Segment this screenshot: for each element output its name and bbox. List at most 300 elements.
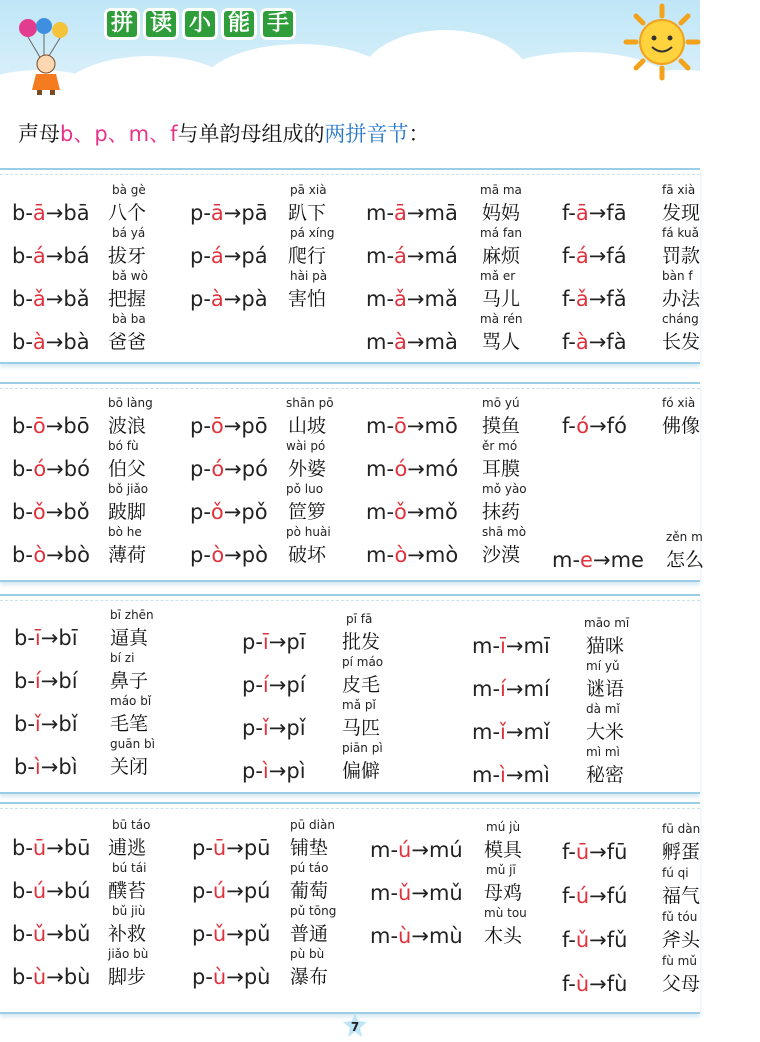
subtitle-colon: ： <box>408 122 430 146</box>
word-pinyin: pù bù <box>290 947 325 961</box>
syllable-sequence <box>552 548 644 572</box>
result-syllable: →fá <box>588 244 627 268</box>
word-pinyin: māo mī <box>584 616 630 630</box>
example-word: 批发 <box>342 631 381 653</box>
word-pinyin: mí yǔ <box>586 659 620 673</box>
example-word: 木头 <box>484 925 523 947</box>
word-pinyin: pī fā <box>346 612 373 626</box>
result-syllable: →mí <box>505 677 550 701</box>
word-pinyin: pú táo <box>290 861 329 875</box>
example-word: 斧头 <box>662 929 701 951</box>
word-pinyin: pā xià <box>290 183 327 197</box>
result-syllable: →pǔ <box>226 922 271 946</box>
word-pinyin: mǔ jī <box>486 863 516 877</box>
syllable-item <box>0 226 700 268</box>
tone-vowel: í <box>500 677 506 701</box>
example-word: 爬行 <box>288 245 327 267</box>
example-word: 偏僻 <box>342 760 381 782</box>
tone-vowel: ǔ <box>575 928 590 952</box>
syllable-item <box>0 822 700 864</box>
example-word: 山坡 <box>288 415 327 437</box>
tone-vowel: á <box>32 244 46 268</box>
initial: f- <box>562 840 576 864</box>
initial: p- <box>190 201 211 225</box>
example-word: 毛笔 <box>110 713 149 735</box>
syllable-sequence <box>472 634 550 658</box>
example-word: 沙漠 <box>482 544 521 566</box>
tone-vowel: ā <box>210 201 224 225</box>
example-word: 鼻子 <box>110 670 149 692</box>
example-word: 趴下 <box>288 202 327 224</box>
tone-vowel: á <box>210 244 224 268</box>
syllable-sequence <box>472 763 550 787</box>
syllable-sequence <box>472 677 550 701</box>
example-word: 脚步 <box>108 966 147 988</box>
result-syllable: →mó <box>407 457 459 481</box>
result-syllable: →mà <box>406 330 458 354</box>
initial: b- <box>12 879 33 903</box>
initial: b- <box>12 836 33 860</box>
result-syllable: →pǒ <box>223 500 268 524</box>
example-word: 醭苔 <box>108 880 147 902</box>
initial: b- <box>12 414 33 438</box>
tone-vowel: ǐ <box>34 712 41 736</box>
example-word: 皮毛 <box>342 674 381 696</box>
example-word: 普通 <box>290 923 329 945</box>
initial: m- <box>472 763 501 787</box>
word-pinyin: bō làng <box>108 396 153 410</box>
tone-vowel: ì <box>500 763 506 787</box>
word-pinyin: máo bǐ <box>110 694 152 708</box>
word-pinyin: bàn f <box>662 269 693 283</box>
result-syllable: →fó <box>589 414 627 438</box>
syllable-item <box>0 745 700 787</box>
initial: b- <box>14 626 35 650</box>
syllable-item <box>0 659 700 701</box>
example-word: 八个 <box>108 202 147 224</box>
title-char: 小 <box>182 8 218 40</box>
word-pinyin: hài pà <box>290 269 328 283</box>
initial: f- <box>562 884 576 908</box>
word-pinyin: mǎ er <box>480 269 516 283</box>
tone-vowel: à <box>394 330 407 354</box>
title-char: 拼 <box>104 8 140 40</box>
tone-vowel: ú <box>32 879 47 903</box>
initial: b- <box>12 965 33 989</box>
example-word: 骂人 <box>482 331 521 353</box>
example-word: 佛像 <box>662 415 701 437</box>
result-syllable: →fà <box>588 330 627 354</box>
syllable-sequence <box>562 287 627 311</box>
initial: b- <box>12 543 34 567</box>
word-pinyin: cháng <box>662 312 699 326</box>
word-pinyin: bà ba <box>112 312 146 326</box>
word-pinyin: bǔ jiù <box>112 904 146 918</box>
initial: p- <box>190 244 211 268</box>
example-word: 耳膜 <box>482 458 521 480</box>
word-pinyin: fú qi <box>662 866 689 880</box>
initial: f- <box>562 287 576 311</box>
result-syllable: →bò <box>46 543 90 567</box>
tone-vowel: á <box>394 244 407 268</box>
initial: p- <box>242 630 263 654</box>
result-syllable: →mǔ <box>411 881 463 905</box>
tone-vowel: e <box>580 548 593 572</box>
word-pinyin: fǔ tóu <box>662 910 698 924</box>
tone-vowel: ù <box>212 965 227 989</box>
tone-vowel: ǎ <box>32 287 46 311</box>
example-word: 模具 <box>484 839 523 861</box>
tone-vowel: ī <box>34 626 41 650</box>
example-word: 父母 <box>662 973 701 995</box>
initial: m- <box>370 924 399 948</box>
result-syllable: →mō <box>406 414 458 438</box>
result-syllable: →bǐ <box>40 712 78 736</box>
tone-vowel: í <box>34 669 41 693</box>
word-pinyin: zěn m <box>666 530 703 544</box>
syllable-sequence <box>562 884 627 908</box>
syllable-item <box>0 954 700 996</box>
tone-vowel: ō <box>394 414 407 438</box>
tone-vowel: ù <box>398 924 412 948</box>
word-pinyin: fā xià <box>662 183 696 197</box>
tone-vowel: ó <box>211 457 225 481</box>
syllable-sequence <box>562 840 627 864</box>
example-word: 麻烦 <box>482 245 521 267</box>
example-word: 孵蛋 <box>662 841 701 863</box>
example-word: 摸鱼 <box>482 415 521 437</box>
word-pinyin: fū dàn <box>662 822 701 836</box>
tone-vowel: ǎ <box>394 287 407 311</box>
word-pinyin: bī zhēn <box>110 608 154 622</box>
result-syllable: →bō <box>45 414 90 438</box>
syllable-item <box>0 269 700 311</box>
initial: f- <box>562 928 576 952</box>
result-syllable: →bǔ <box>46 922 91 946</box>
tone-vowel: ū <box>575 840 590 864</box>
result-syllable: →me <box>592 548 644 572</box>
tone-vowel: ó <box>33 457 47 481</box>
result-syllable: →mú <box>411 838 463 862</box>
word-pinyin: bà gè <box>112 183 146 197</box>
tone-vowel: ī <box>262 630 269 654</box>
initial: p- <box>190 457 212 481</box>
result-syllable: →bú <box>46 879 91 903</box>
tone-vowel: ǒ <box>210 500 224 524</box>
initial: f- <box>562 414 577 438</box>
result-syllable: →bó <box>46 457 90 481</box>
example-word: 秘密 <box>586 764 625 786</box>
syllable-sequence <box>472 720 550 744</box>
tone-vowel: ó <box>576 414 590 438</box>
example-word: 跛脚 <box>108 501 147 523</box>
word-pinyin: piān pì <box>342 741 383 755</box>
initial: m- <box>552 548 581 572</box>
result-syllable: →bá <box>45 244 90 268</box>
word-pinyin: jiǎo bù <box>108 947 149 961</box>
syllable-sequence <box>562 414 627 438</box>
initial: m- <box>472 677 501 701</box>
example-word: 抹药 <box>482 501 521 523</box>
tone-vowel: ā <box>32 201 46 225</box>
result-syllable: →mù <box>411 924 463 948</box>
title-char: 读 <box>143 8 179 40</box>
example-word: 谜语 <box>586 678 625 700</box>
initial: m- <box>472 720 501 744</box>
result-syllable: →bū <box>46 836 91 860</box>
syllable-item <box>0 866 700 908</box>
word-pinyin: bí zi <box>110 651 135 665</box>
example-word: 罚款 <box>662 245 701 267</box>
initial: p- <box>192 922 213 946</box>
tone-vowel: ō <box>210 414 224 438</box>
initial: m- <box>366 244 395 268</box>
word-pinyin: shān pō <box>286 396 334 410</box>
result-syllable: →fǔ <box>589 928 628 952</box>
result-syllable: →bà <box>45 330 90 354</box>
word-pinyin: mō yú <box>482 396 520 410</box>
initial: b- <box>14 755 35 779</box>
result-syllable: →bī <box>40 626 78 650</box>
initial: p- <box>242 759 263 783</box>
cloud <box>600 70 760 140</box>
word-pinyin: mì mì <box>586 745 620 759</box>
initial: f- <box>562 244 576 268</box>
girl-with-balloons-icon <box>20 18 74 96</box>
word-pinyin: pǔ tōng <box>290 904 337 918</box>
syllable-item <box>0 702 700 744</box>
title-char: 能 <box>221 8 257 40</box>
tone-vowel: ǒ <box>394 500 407 524</box>
word-pinyin: bū táo <box>112 818 151 832</box>
word-pinyin: dà mǐ <box>586 702 620 716</box>
example-word: 伯父 <box>108 458 147 480</box>
tone-vowel: í <box>262 673 269 697</box>
title-char: 手 <box>260 8 296 40</box>
result-syllable: →pì <box>268 759 306 783</box>
example-word: 逼真 <box>110 627 149 649</box>
example-word: 马匹 <box>342 717 381 739</box>
header-banner <box>0 0 700 100</box>
initial: b- <box>14 712 35 736</box>
example-word: 拔牙 <box>108 245 147 267</box>
tone-vowel: ú <box>398 838 412 862</box>
tone-vowel: ò <box>33 543 47 567</box>
word-pinyin: fá kuǎ <box>662 226 699 240</box>
tone-vowel: ò <box>394 543 408 567</box>
word-pinyin: bú tái <box>112 861 147 875</box>
word-pinyin: pí máo <box>342 655 384 669</box>
initial: b- <box>14 669 35 693</box>
initial: f- <box>562 201 576 225</box>
syllable-sequence <box>562 244 627 268</box>
syllable-item <box>0 183 700 225</box>
result-syllable: →pā <box>223 201 268 225</box>
example-word: 大米 <box>586 721 625 743</box>
tone-vowel: ǔ <box>398 881 412 905</box>
initial: p- <box>190 500 211 524</box>
example-word: 猫咪 <box>586 635 625 657</box>
syllable-item <box>0 396 700 438</box>
initial: b- <box>12 330 33 354</box>
example-word: 瀑布 <box>290 966 329 988</box>
result-syllable: →mǒ <box>406 500 458 524</box>
initial: m- <box>366 543 395 567</box>
result-syllable: →pá <box>223 244 268 268</box>
tone-vowel: ā <box>575 201 589 225</box>
result-syllable: →pà <box>223 287 268 311</box>
result-syllable: →bí <box>40 669 78 693</box>
initial: p- <box>190 287 211 311</box>
result-syllable: →bù <box>46 965 91 989</box>
tone-vowel: ǎ <box>575 287 589 311</box>
result-syllable: →má <box>406 244 458 268</box>
result-syllable: →bǎ <box>45 287 90 311</box>
tone-vowel: ò <box>211 543 225 567</box>
subtitle <box>18 118 430 148</box>
word-pinyin: bó fù <box>108 439 139 453</box>
word-pinyin: ěr mó <box>482 439 518 453</box>
initial: m- <box>370 881 399 905</box>
word-pinyin: bǎ wò <box>112 269 148 283</box>
example-word: 母鸡 <box>484 882 523 904</box>
example-word: 补救 <box>108 923 147 945</box>
tone-vowel: à <box>575 330 589 354</box>
word-pinyin: mǎ pǐ <box>342 698 376 712</box>
tone-vowel: à <box>210 287 224 311</box>
initial: m- <box>366 500 395 524</box>
example-word: 波浪 <box>108 415 147 437</box>
example-word: 破坏 <box>288 544 327 566</box>
result-syllable: →pí <box>268 673 306 697</box>
word-pinyin: shā mò <box>482 525 527 539</box>
syllable-item <box>0 439 700 481</box>
tone-vowel: á <box>575 244 589 268</box>
tone-vowel: ō <box>32 414 46 438</box>
example-word: 害怕 <box>288 288 327 310</box>
page-number: 7 <box>350 1020 360 1034</box>
initial: m- <box>366 457 395 481</box>
result-syllable: →mǎ <box>406 287 458 311</box>
initial: m- <box>366 330 395 354</box>
result-syllable: →pǐ <box>268 716 306 740</box>
example-word: 爸爸 <box>108 331 147 353</box>
result-syllable: →pù <box>226 965 271 989</box>
sun-icon <box>624 4 700 80</box>
result-syllable: →fù <box>589 972 628 996</box>
example-word: 妈妈 <box>482 202 521 224</box>
tone-vowel: ǐ <box>262 716 269 740</box>
tone-vowel: ǐ <box>500 720 506 744</box>
word-pinyin: pū diàn <box>290 818 335 832</box>
word-pinyin: bá yá <box>112 226 146 240</box>
word-pinyin: fó xià <box>662 396 696 410</box>
example-word: 逋逃 <box>108 837 147 859</box>
result-syllable: →bì <box>40 755 78 779</box>
result-syllable: →bā <box>45 201 90 225</box>
syllable-item <box>0 312 700 354</box>
word-pinyin: wài pó <box>286 439 326 453</box>
tone-vowel: ī <box>500 634 506 658</box>
result-syllable: →mǐ <box>505 720 550 744</box>
result-syllable: →pó <box>224 457 268 481</box>
initial: p- <box>192 836 213 860</box>
initial: m- <box>370 838 399 862</box>
example-word: 笸箩 <box>288 501 327 523</box>
result-syllable: →fā <box>588 201 627 225</box>
example-word: 福气 <box>662 885 701 907</box>
word-pinyin: mǒ yào <box>482 482 527 496</box>
result-syllable: →mì <box>505 763 550 787</box>
word-pinyin: fù mǔ <box>662 954 697 968</box>
subtitle-text: 与单韵母组成的 <box>177 122 325 146</box>
result-syllable: →pū <box>226 836 271 860</box>
example-word: 关闭 <box>110 756 149 778</box>
result-syllable: →bǒ <box>45 500 90 524</box>
tone-vowel: ó <box>394 457 408 481</box>
tone-vowel: ǔ <box>32 922 47 946</box>
example-word: 发现 <box>662 202 701 224</box>
syllable-item <box>0 616 700 658</box>
word-pinyin: mā ma <box>480 183 522 197</box>
word-pinyin: guān bì <box>110 737 155 751</box>
initial: m- <box>366 201 395 225</box>
syllable-sequence <box>366 457 458 481</box>
tone-vowel: ì <box>34 755 41 779</box>
page-title <box>104 8 296 40</box>
tone-vowel: à <box>32 330 46 354</box>
initial: p- <box>190 414 211 438</box>
result-syllable: →fú <box>589 884 628 908</box>
tone-vowel: ū <box>32 836 47 860</box>
tone-vowel: ù <box>575 972 590 996</box>
word-pinyin: pǒ luo <box>286 482 324 496</box>
syllable-sequence <box>562 330 627 354</box>
subtitle-letters: b、p、m、f <box>60 122 178 146</box>
word-pinyin: pò huài <box>286 525 331 539</box>
syllable-sequence <box>562 972 627 996</box>
tone-vowel: ǒ <box>32 500 46 524</box>
example-word: 怎么 <box>666 549 705 571</box>
initial: p- <box>192 879 213 903</box>
tone-vowel: ú <box>575 884 590 908</box>
word-pinyin: mà rén <box>480 312 523 326</box>
result-syllable: →pò <box>224 543 268 567</box>
syllable-sequence <box>366 500 458 524</box>
tone-vowel: ū <box>212 836 227 860</box>
word-pinyin: pá xíng <box>290 226 335 240</box>
tone-vowel: ǔ <box>212 922 227 946</box>
page-number-badge <box>342 1012 368 1038</box>
initial: b- <box>12 287 33 311</box>
initial: p- <box>242 716 263 740</box>
example-word: 把握 <box>108 288 147 310</box>
word-pinyin: má fan <box>480 226 523 240</box>
result-syllable: →pō <box>223 414 268 438</box>
initial: b- <box>12 457 34 481</box>
word-pinyin: bǒ jiǎo <box>108 482 149 496</box>
result-syllable: →pú <box>226 879 271 903</box>
tone-vowel: ā <box>394 201 407 225</box>
subtitle-highlight: 两拼音节 <box>324 122 409 146</box>
word-pinyin: mù tou <box>484 906 527 920</box>
initial: p- <box>242 673 263 697</box>
tone-vowel: ù <box>32 965 47 989</box>
example-word: 马儿 <box>482 288 521 310</box>
syllable-item <box>0 910 700 952</box>
initial: p- <box>192 965 213 989</box>
initial: b- <box>12 201 33 225</box>
